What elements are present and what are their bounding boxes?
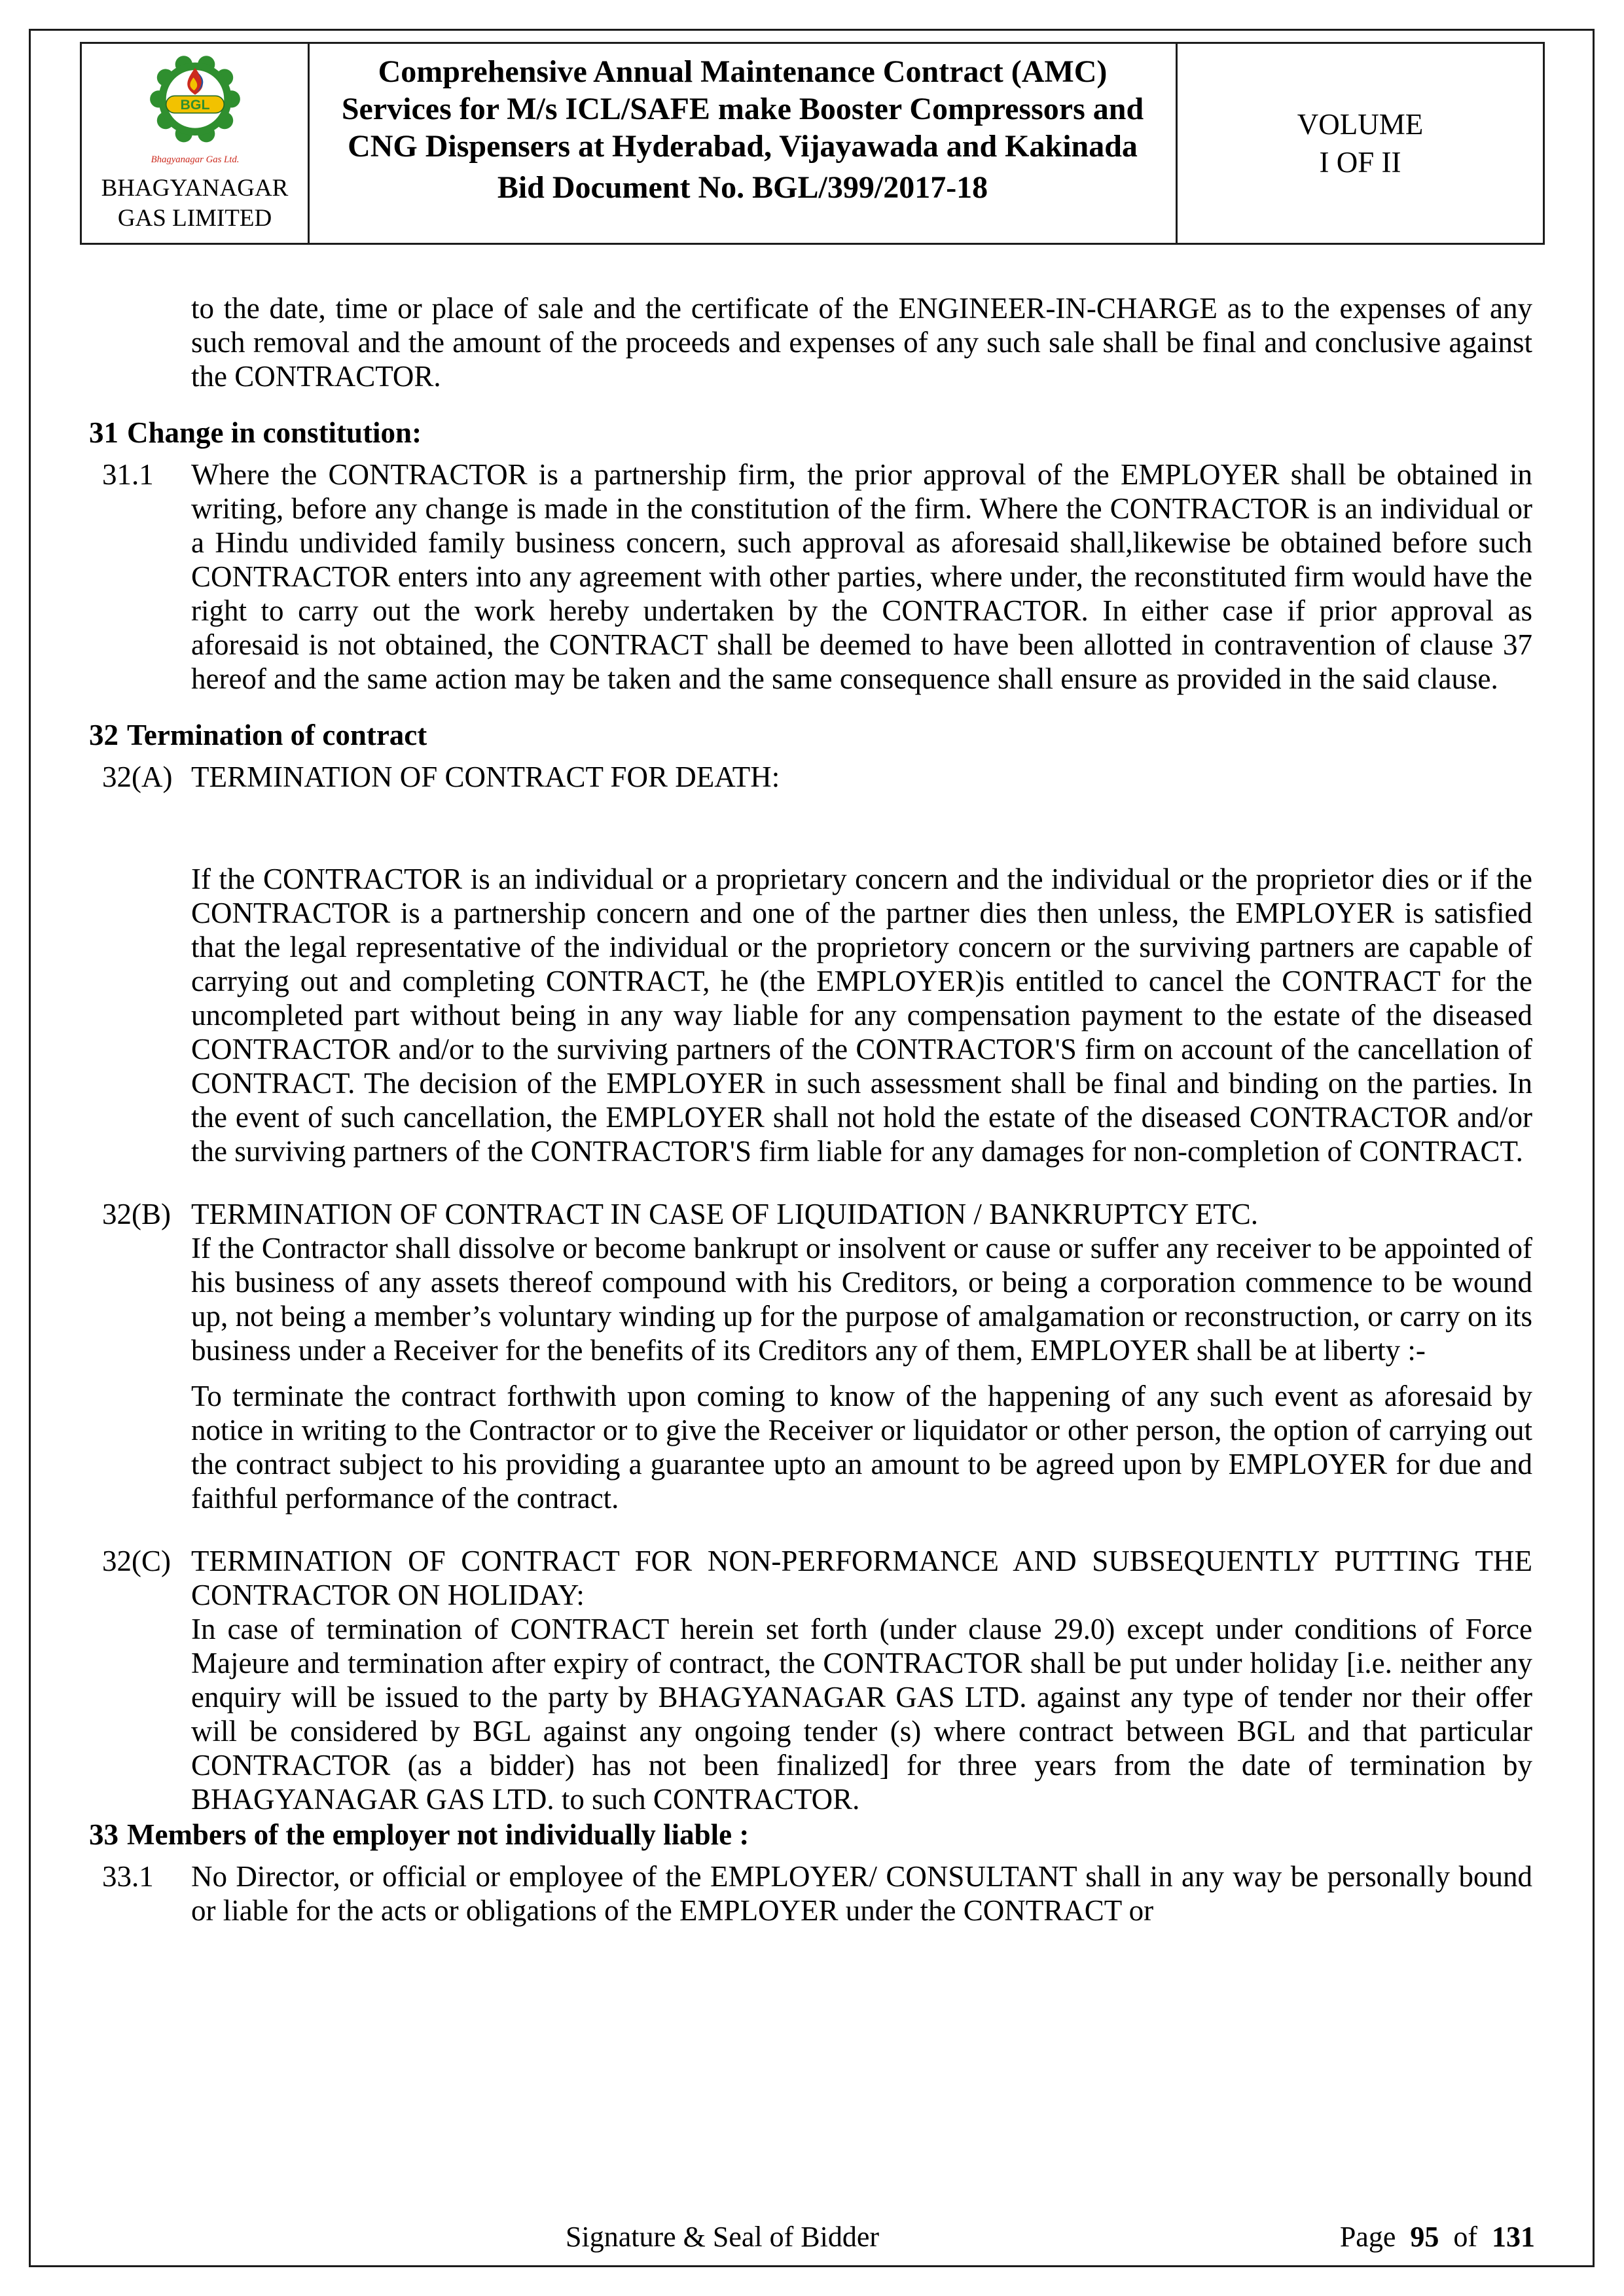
section-title: Termination of contract bbox=[127, 719, 427, 751]
page-footer bbox=[0, 2220, 1624, 2255]
bid-document-number: Bid Document No. BGL/399/2017-18 bbox=[497, 170, 988, 205]
page-number: 95 bbox=[1410, 2221, 1439, 2253]
clause-paragraph: Where the CONTRACTOR is a partnership firm, the prior approval of the EMPLOYER shall be obtained in writing, before any change is made in the constitution of the firm. Where the CONTRACTOR is an individual or a Hindu undivided family business concern, such approval as aforesaid shall,likewise be obtained before such CONTRACTOR enters into any agreement with other parties, where under, the reconstituted firm would have the right to carry out the work hereby undertaken by the CONTRACTOR. In either case if prior approval as aforesaid is not obtained, the CONTRACT shall be deemed to have been allotted in contravention of clause 37 hereof and the same action may be taken and the same consequence shall ensure as provided in the said clause. bbox=[191, 458, 1532, 695]
clause-item bbox=[0, 1859, 1624, 1928]
clause-paragraph: No Director, or official or employee of the EMPLOYER/ CONSULTANT shall in any way be personally bound or liable for the acts or obligations of the EMPLOYER under the CONTRACT or bbox=[191, 1860, 1532, 1927]
section-number: 31 bbox=[89, 416, 118, 449]
org-name-line1: BHAGYANAGAR bbox=[101, 175, 289, 202]
clause-item bbox=[0, 1197, 1624, 1515]
clause-label: 31.1 bbox=[102, 458, 154, 491]
document-title: Comprehensive Annual Maintenance Contract (AMC) Services for M/s ICL/SAFE make Booster Compressors and CNG Dispensers at Hyderabad, Vijayawada and Kakinada bbox=[341, 54, 1144, 164]
clause-heading: TERMINATION OF CONTRACT FOR NON-PERFORMANCE AND SUBSEQUENTLY PUTTING THE CONTRACTOR ON HOLIDAY: bbox=[191, 1545, 1532, 1611]
clause-paragraph: In case of termination of CONTRACT herein set forth (under clause 29.0) except under conditions of Force Majeure and termination after expiry of contract, the CONTRACTOR shall be put under holiday [i.e. neither any enquiry will be issued to the party by BHAGYANAGAR GAS LTD. against any type of tender nor their offer will be considered by BGL against any ongoing tender (s) where contract between BGL and that particular CONTRACTOR (as a bidder) has not been finalized] for three years from the date of termination by BHAGYANAGAR GAS LTD. to such CONTRACTOR. bbox=[191, 1613, 1532, 1816]
section-heading bbox=[0, 416, 1624, 450]
section-title: Members of the employer not individually liable : bbox=[127, 1818, 749, 1851]
signature-label: Signature & Seal of Bidder bbox=[566, 2221, 880, 2253]
org-name bbox=[101, 173, 289, 234]
clause-item bbox=[0, 1544, 1624, 1816]
section-title: Change in constitution: bbox=[127, 416, 422, 449]
bgl-logo-icon bbox=[141, 52, 249, 172]
clause-item bbox=[0, 760, 1624, 1168]
section-heading bbox=[0, 718, 1624, 752]
clause-item bbox=[0, 457, 1624, 696]
clause-label: 32(B) bbox=[102, 1198, 171, 1230]
clause-heading: TERMINATION OF CONTRACT IN CASE OF LIQUIDATION / BANKRUPTCY ETC. bbox=[191, 1198, 1259, 1230]
section-31 bbox=[0, 416, 1624, 696]
clause-heading: TERMINATION OF CONTRACT FOR DEATH: bbox=[191, 761, 780, 793]
volume-line2: I OF II bbox=[1319, 146, 1401, 179]
section-number: 32 bbox=[89, 719, 118, 751]
clause-paragraph: If the Contractor shall dissolve or become bankrupt or insolvent or cause or suffer any receiver to be appointed of his business of any assets thereof compound with his Creditors, or being a corporation commence to be wound up, not being a member’s voluntary winding up for the purpose of amalgamation or reconstruction, or carry on its business under a Receiver for the benefits of its Creditors any of them, EMPLOYER shall be at liberty :- bbox=[191, 1232, 1532, 1367]
org-name-line2: GAS LIMITED bbox=[117, 205, 272, 232]
clause-label: 32(C) bbox=[102, 1545, 171, 1577]
continuation-paragraph: to the date, time or place of sale and the certificate of the ENGINEER-IN-CHARGE as to the expenses of any such removal and the amount of the proceeds and expenses of any such sale shall be final and conclusive against the CONTRACTOR. bbox=[191, 292, 1532, 393]
logo-cell bbox=[82, 44, 310, 243]
page-total: 131 bbox=[1492, 2221, 1535, 2253]
section-heading bbox=[0, 1818, 1624, 1852]
clause-label: 33.1 bbox=[102, 1860, 154, 1893]
page-indicator bbox=[1340, 2220, 1535, 2254]
document-header bbox=[80, 42, 1545, 245]
sections bbox=[0, 416, 1624, 1928]
logo-caption: Bhagyanagar Gas Ltd. bbox=[151, 154, 239, 166]
section-33 bbox=[0, 1818, 1624, 1928]
of-label: of bbox=[1453, 2221, 1477, 2253]
volume-line1: VOLUME bbox=[1297, 108, 1424, 141]
clause-paragraph: To terminate the contract forthwith upon coming to know of the happening of any such event as aforesaid by notice in writing to the Contractor or to give the Receiver or liquidator or other person, the option of carrying out the contract subject to his providing a guarantee upto an amount to be agreed upon by EMPLOYER for due and faithful performance of the contract. bbox=[191, 1380, 1532, 1515]
document-body bbox=[0, 291, 1624, 1928]
clause-label: 32(A) bbox=[102, 761, 173, 793]
logo-text: BGL bbox=[180, 96, 209, 113]
clause-paragraph: If the CONTRACTOR is an individual or a proprietary concern and the individual or the proprietor dies or if the CONTRACTOR is a partnership concern and one of the partner dies then unless, the EMPLOYER is satisfied that the legal representative of the individual or the proprietory concern or the surviving partners are capable of carrying out and completing CONTRACT, he (the EMPLOYER)is entitled to cancel the CONTRACT for the uncompleted part without being in any way liable for any compensation payment to the estate of the diseased CONTRACTOR and/or to the surviving partners of the CONTRACTOR'S firm on account of the cancellation of CONTRACT. The decision of the EMPLOYER in such assessment shall be final and binding on the parties. In the event of such cancellation, the EMPLOYER shall not hold the estate of the diseased CONTRACTOR and/or the surviving partners of the CONTRACTOR'S firm liable for any damages for non-completion of CONTRACT. bbox=[191, 863, 1532, 1168]
page-label: Page bbox=[1339, 2221, 1396, 2253]
title-cell bbox=[310, 44, 1178, 243]
section-32 bbox=[0, 718, 1624, 1816]
section-number: 33 bbox=[89, 1818, 118, 1851]
volume-cell bbox=[1178, 44, 1543, 243]
